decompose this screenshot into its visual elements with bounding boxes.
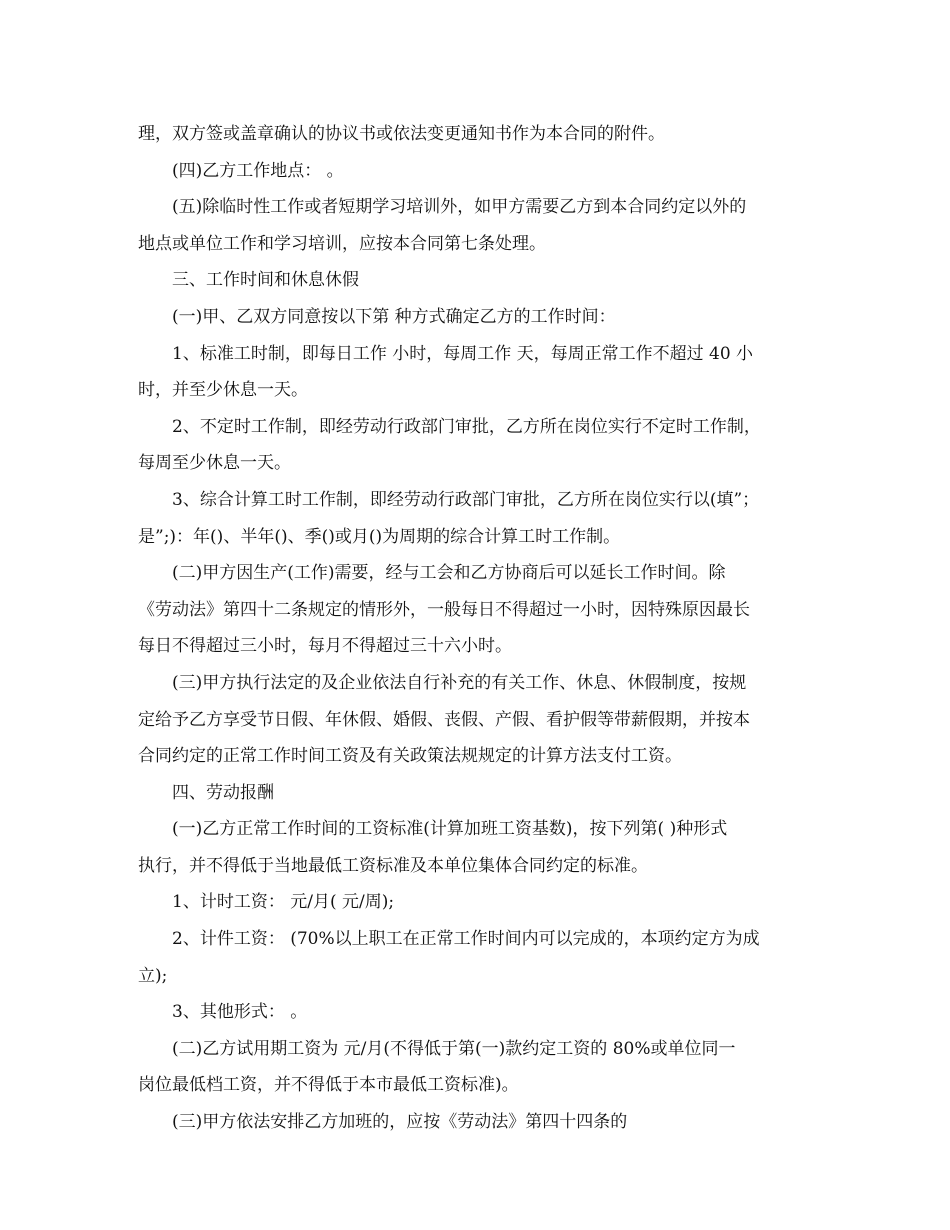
body-line: 岗位最低档工资，并不得低于本市最低工资标准)。 [138, 1075, 519, 1096]
body-line: 1、计时工资： 元/月( 元/周); [172, 892, 395, 913]
body-line: 《劳动法》第四十二条规定的情形外，一般每日不得超过一小时，因特殊原因最长 [138, 599, 750, 620]
body-line: 是”;)：年()、半年()、季()或月()为周期的综合计算工时工作制。 [138, 526, 621, 547]
body-line: (一)甲、乙双方同意按以下第 种方式确定乙方的工作时间： [172, 306, 616, 327]
section-heading: 四、劳动报酬 [172, 782, 274, 803]
body-line: (二)甲方因生产(工作)需要，经与工会和乙方协商后可以延长工作时间。除 [172, 563, 726, 584]
body-line: 每周至少休息一天。 [138, 453, 291, 474]
body-line: (三)甲方执行法定的及企业依法自行补充的有关工作、休息、休假制度，按规 [172, 672, 747, 693]
body-line: (四)乙方工作地点： 。 [172, 160, 344, 181]
section-heading: 三、工作时间和休息休假 [172, 270, 359, 291]
body-line: 合同约定的正常工作时间工资及有关政策法规规定的计算方法支付工资。 [138, 746, 682, 767]
body-line: (三)甲方依法安排乙方加班的，应按《劳动法》第四十四条的 [172, 1112, 628, 1133]
body-line: 理，双方签或盖章确认的协议书或依法变更通知书作为本合同的附件。 [138, 124, 665, 144]
body-line: 定给予乙方享受节日假、年休假、婚假、丧假、产假、看护假等带薪假期，并按本 [138, 709, 750, 730]
body-line: 1、标准工时制，即每日工作 小时，每周工作 天，每周正常工作不超过 40 小 [172, 343, 754, 364]
body-line: (五)除临时性工作或者短期学习培训外，如甲方需要乙方到本合同约定以外的 [172, 197, 747, 218]
contract-body [138, 116, 818, 1141]
body-line: 立); [138, 965, 168, 986]
body-line: 3、综合计算工时工作制，即经劳动行政部门审批，乙方所在岗位实行以(填”； [172, 489, 760, 510]
body-line: 2、不定时工作制，即经劳动行政部门审批，乙方所在岗位实行不定时工作制， [172, 416, 761, 437]
body-line: 地点或单位工作和学习培训，应按本合同第七条处理。 [138, 233, 546, 254]
body-line: 2、计件工资： (70%以上职工在正常工作时间内可以完成的，本项约定方为成 [172, 929, 760, 950]
body-line: 每日不得超过三小时，每月不得超过三十六小时。 [138, 636, 512, 657]
body-line: (二)乙方试用期工资为 元/月(不得低于第(一)款约定工资的 80%或单位同一 [172, 1038, 736, 1059]
body-line: 执行，并不得低于当地最低工资标准及本单位集体合同约定的标准。 [138, 855, 648, 876]
body-line: 时，并至少休息一天。 [138, 380, 308, 401]
body-line: (一)乙方正常工作时间的工资标准(计算加班工资基数)，按下列第( )种形式 [172, 819, 728, 840]
body-line: 3、其他形式： 。 [172, 1002, 308, 1023]
